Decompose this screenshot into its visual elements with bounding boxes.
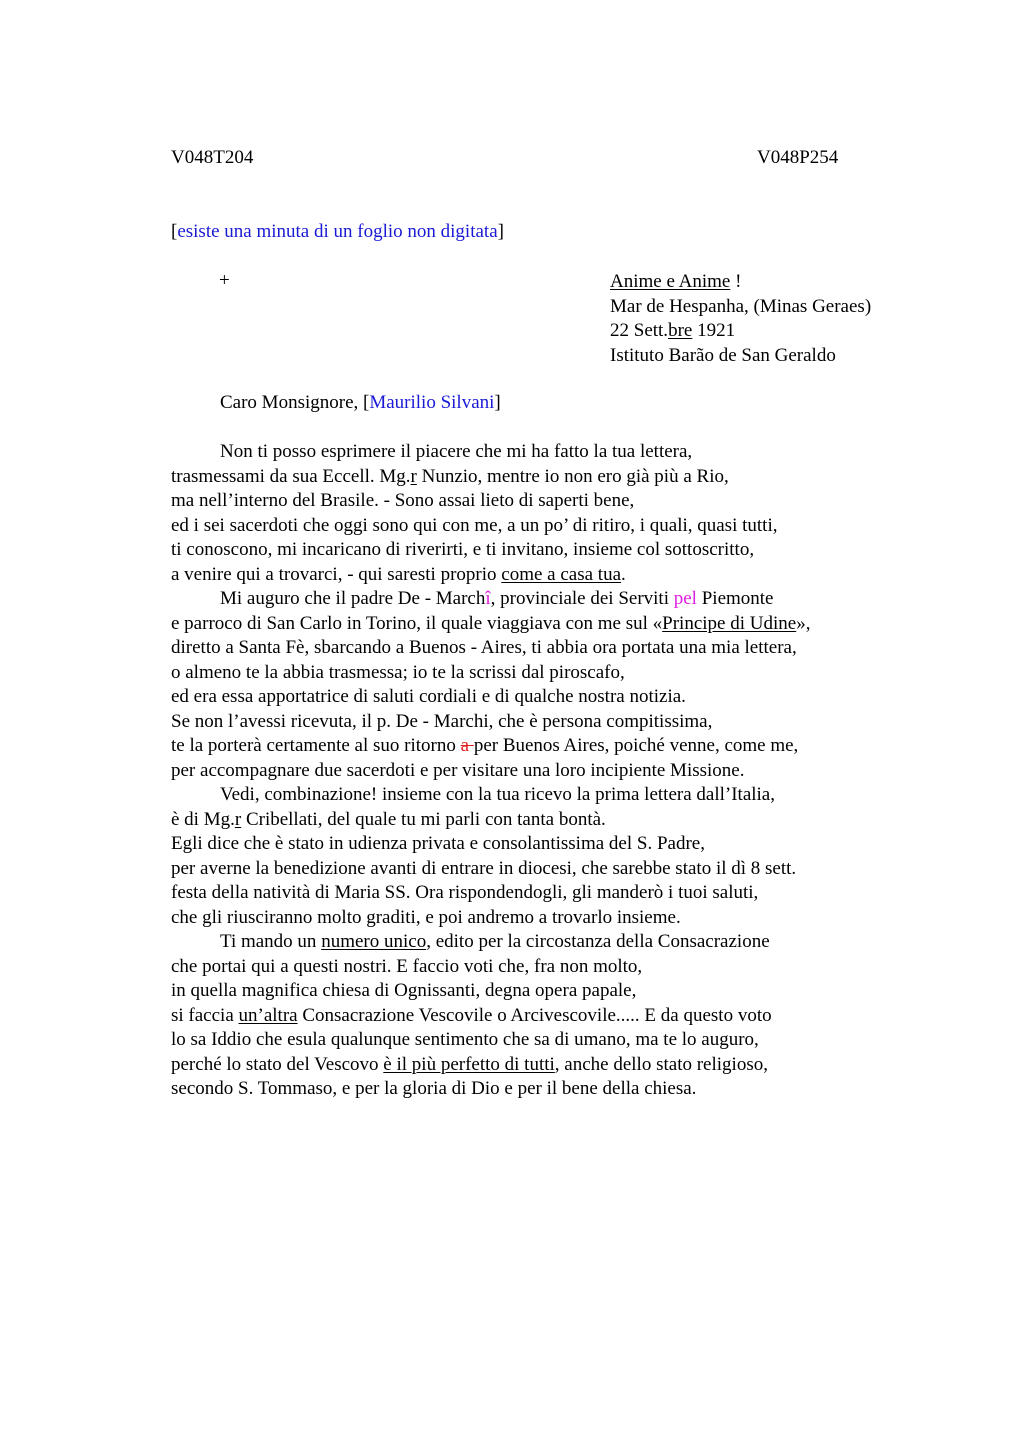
salutation: Caro Monsignore, [Maurilio Silvani] bbox=[220, 392, 501, 413]
p4-line-6 bbox=[171, 1053, 768, 1078]
editor-note: [esiste una minuta di un foglio non digitata] bbox=[171, 221, 504, 242]
p3-line-3: Egli dice che è stato in udienza privata e consolantissima del S. Padre, bbox=[171, 833, 705, 854]
text: Mi auguro che il padre De - March bbox=[220, 588, 486, 609]
text: Cribellati, del quale tu mi parli con tanta bontà. bbox=[241, 808, 606, 830]
p4-line-5: lo sa Iddio che esula qualunque sentimento che sa di umano, ma te lo auguro, bbox=[171, 1029, 759, 1050]
date-suffix: 1921 bbox=[692, 320, 736, 341]
recipient-note: Maurilio Silvani bbox=[369, 392, 495, 413]
underlined-text: è il più perfetto di tutti bbox=[383, 1053, 555, 1075]
text: per Buenos Aires, poiché venne, come me, bbox=[473, 735, 799, 756]
underlined-text: come a casa tua bbox=[501, 563, 622, 585]
p1-line-1: Non ti posso esprimere il piacere che mi ha fatto la tua lettera, bbox=[220, 441, 693, 462]
p2-line-8: per accompagnare due sacerdoti e per visitare una loro incipiente Missione. bbox=[171, 759, 745, 781]
p2-line-3: diretto a Santa Fè, sbarcando a Buenos - Aires, ti abbia ora portata una mia lettera, bbox=[171, 637, 797, 658]
underlined-text: un’altra bbox=[238, 1004, 298, 1026]
text: si faccia bbox=[171, 1004, 239, 1026]
motto bbox=[610, 270, 871, 295]
p2-line-5: ed era essa apportatrice di saluti cordiali e di qualche nostra notizia. bbox=[171, 686, 686, 707]
p4-line-3: in quella magnifica chiesa di Ognissanti, degna opera papale, bbox=[171, 980, 637, 1001]
p1-line-6 bbox=[171, 563, 626, 588]
text: , provinciale dei Serviti bbox=[490, 588, 674, 609]
salutation-text: Caro Monsignore, bbox=[220, 392, 364, 413]
p2-line-7 bbox=[171, 734, 798, 759]
text: è di Mg. bbox=[171, 808, 235, 830]
text: a venire qui a trovarci, - qui saresti proprio bbox=[171, 563, 502, 585]
date-prefix: 22 Sett. bbox=[610, 320, 669, 341]
text: Piemonte bbox=[696, 588, 774, 609]
text: , edito per la circostanza della Consacrazione bbox=[426, 931, 770, 952]
p3-line-2 bbox=[171, 808, 606, 833]
p3-line-1: Vedi, combinazione! insieme con la tua ricevo la prima lettera dall’Italia, bbox=[220, 784, 775, 805]
document-code-left: V048T204 bbox=[171, 147, 254, 168]
p2-line-6: Se non l’avessi ricevuta, il p. De - Marchi, che è persona compitissima, bbox=[171, 710, 713, 732]
p4-line-2: che portai qui a questi nostri. E faccio voti che, fra non molto, bbox=[171, 955, 643, 977]
underlined-text: r bbox=[234, 808, 242, 830]
text: », bbox=[796, 612, 811, 634]
underlined-text: numero unico bbox=[321, 931, 427, 952]
place: Mar de Hespanha, (Minas Geraes) bbox=[610, 295, 872, 317]
underlined-text: r bbox=[410, 465, 417, 487]
editor-note-text: esiste una minuta di un foglio non digitata bbox=[177, 221, 498, 242]
p3-line-6: che gli riusciranno molto graditi, e poi andremo a trovarlo insieme. bbox=[171, 906, 681, 928]
insertion-word: pel bbox=[673, 588, 697, 609]
p1-line-2 bbox=[171, 465, 729, 490]
p1-line-3: ma nell’interno del Brasile. - Sono assai lieto di saperti bene, bbox=[171, 490, 635, 511]
p3-line-4: per averne la benedizione avanti di entrare in diocesi, che sarebbe stato il dì 8 sett. bbox=[171, 857, 797, 879]
date bbox=[610, 319, 871, 344]
p1-line-5: ti conoscono, mi incaricano di riverirti, e ti invitano, insieme col sottoscritto, bbox=[171, 539, 755, 560]
p2-line-4: o almeno te la abbia trasmessa; io te la scrissi dal piroscafo, bbox=[171, 661, 625, 683]
text: trasmessami da sua Eccell. Mg. bbox=[171, 465, 411, 487]
insertion-mark: î bbox=[485, 588, 491, 609]
text: . bbox=[621, 563, 626, 585]
ship-name: Principe di Udine bbox=[662, 612, 797, 634]
deleted-text: a bbox=[460, 735, 474, 756]
motto-underlined: Anime e Anime bbox=[610, 271, 731, 292]
text: perché lo stato del Vescovo bbox=[171, 1053, 384, 1075]
motto-suffix: ! bbox=[730, 271, 742, 292]
document-code-right: V048P254 bbox=[757, 147, 839, 168]
text: e parroco di San Carlo in Torino, il quale viaggiava con me sul « bbox=[171, 612, 663, 634]
p4-line-4 bbox=[171, 1004, 772, 1029]
cross-symbol: + bbox=[219, 270, 230, 291]
p1-line-4: ed i sei sacerdoti che oggi sono qui con me, a un po’ di ritiro, i quali, quasi tutti, bbox=[171, 514, 778, 536]
date-underlined: bre bbox=[668, 320, 693, 341]
p4-line-1 bbox=[220, 930, 770, 955]
dateline-block bbox=[610, 270, 871, 368]
p2-line-1 bbox=[220, 587, 774, 612]
p3-line-5: festa della natività di Maria SS. Ora rispondendogli, gli manderò i tuoi saluti, bbox=[171, 882, 759, 903]
text: te la porterà certamente al suo ritorno bbox=[171, 735, 461, 756]
p2-line-2 bbox=[171, 612, 810, 637]
text: Ti mando un bbox=[220, 931, 322, 952]
text: , anche dello stato religioso, bbox=[554, 1053, 768, 1075]
text: Consacrazione Vescovile o Arcivescovile..... E da questo voto bbox=[297, 1004, 772, 1026]
text: Nunzio, mentre io non ero già più a Rio, bbox=[416, 465, 729, 487]
p4-line-7: secondo S. Tommaso, e per la gloria di Dio e per il bene della chiesa. bbox=[171, 1078, 697, 1099]
institute: Istituto Barão de San Geraldo bbox=[610, 344, 836, 366]
